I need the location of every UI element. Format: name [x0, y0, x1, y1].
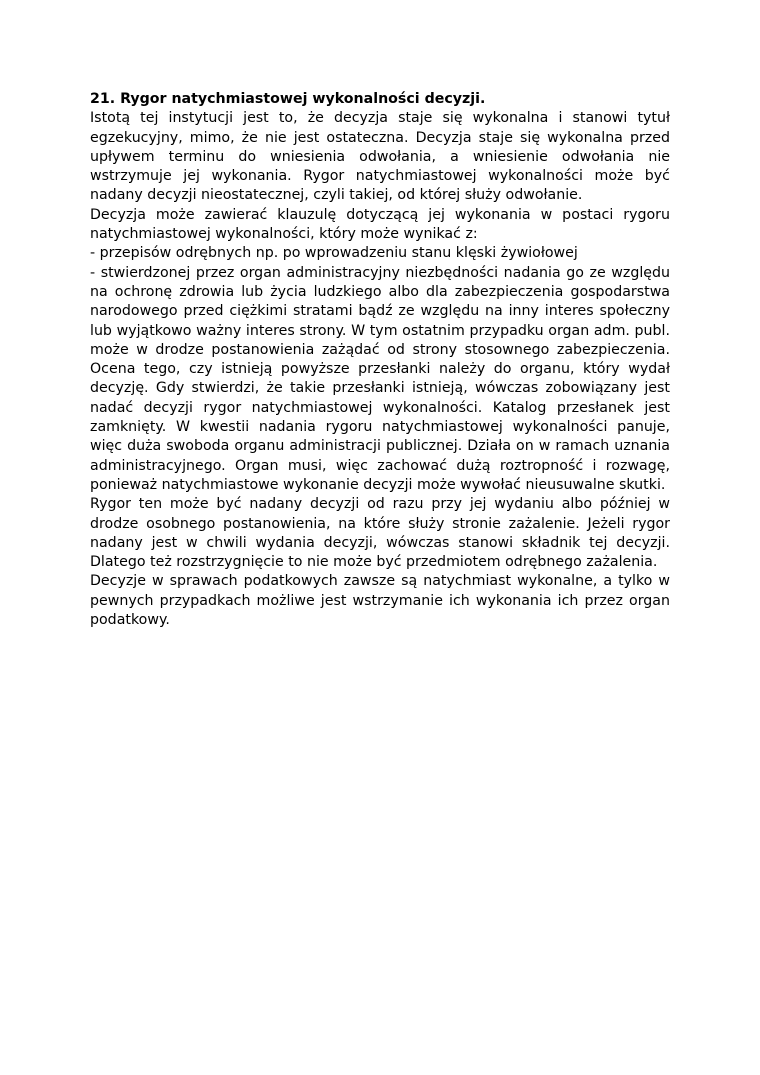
document-page [90, 90, 670, 630]
list-item-separate-provisions: - przepisów odrębnych np. po wprowadzeniu stanu klęski żywiołowej [90, 245, 578, 262]
list-item-authority-necessity: - stwierdzonej przez organ administracyjny niezbędności nadania go ze względu na ochronę zdrowia lub życia ludzkiego albo dla zabezpieczenia gospodarstwa narodowego przed ciężkimi stratami bądź ze względu na inny interes społeczny lub wyjątkowo ważny interes strony. W tym ostatnim przypadku organ adm. publ. może w drodze postanowienia zażądać od strony stosownego zabezpieczenia. Ocena tego, czy istnieją powyższe przesłanki należy do organu, który wydał decyzję. Gdy stwierdzi, że takie przesłanki istnieją, wówczas zobowiązany jest nadać decyzji rygor natychmiastowej wykonalności. Katalog przesłanek jest zamknięty. W kwestii nadania rygoru natychmiastowej wykonalności panuje, więc duża swoboda organu administracji publicznej. Działa on w ramach uznania administracyjnego. Organ musi, więc zachować dużą roztropność i rozwagę, ponieważ natychmiastowe wykonanie decyzji może wywołać nieusuwalne skutki. [90, 264, 670, 493]
paragraph-institution-essence: Istotą tej instytucji jest to, że decyzja staje się wykonalna i stanowi tytuł egzekucyjny, mimo, że nie jest ostateczna. Decyzja staje się wykonalna przed upływem terminu do wniesienia odwołania, a wniesienie odwołania nie wstrzymuje jej wykonania. Rygor natychmiastowej wykonalności może być nadany decyzji nieostatecznej, czyli takiej, od której służy odwołanie. [90, 110, 670, 204]
paragraph-tax-decisions: Decyzje w sprawach podatkowych zawsze są natychmiast wykonalne, a tylko w pewnych przypadkach możliwe jest wstrzymanie ich wykonania ich przez organ podatkowy. [90, 573, 670, 629]
document-title: 21. Rygor natychmiastowej wykonalności decyzji. [90, 91, 486, 107]
paragraph-clause-sources: Decyzja może zawierać klauzulę dotyczącą jej wykonania w postaci rygoru natychmiastowej wykonalności, który może wynikać z: [90, 206, 670, 243]
paragraph-timing-of-rigor: Rygor ten może być nadany decyzji od razu przy jej wydaniu albo później w drodze osobnego postanowienia, na które służy stronie zażalenie. Jeżeli rygor nadany jest w chwili wydania decyzji, wówczas stanowi składnik tej decyzji. Dlatego też rozstrzygnięcie to nie może być przedmiotem odrębnego zażalenia. [90, 496, 670, 571]
